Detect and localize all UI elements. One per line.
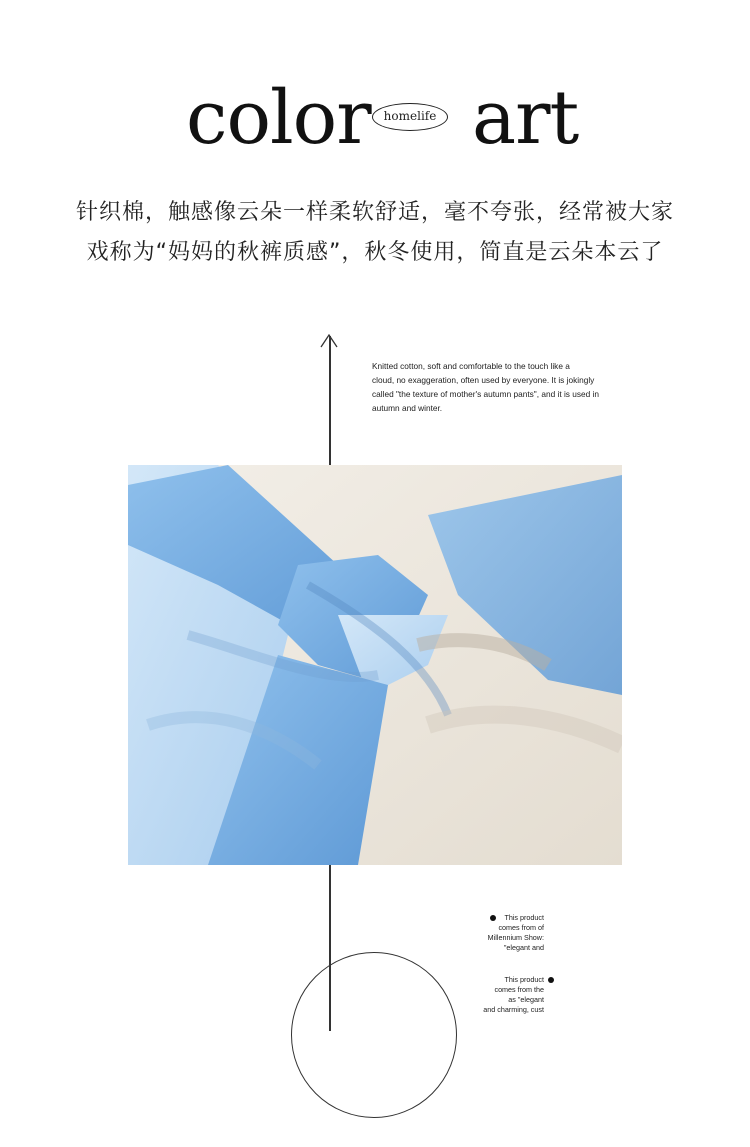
fabric-photo xyxy=(128,465,622,865)
fabric-image xyxy=(128,465,622,865)
product-note-2-line-2: comes from the xyxy=(494,985,544,994)
title-word-color: color xyxy=(186,75,371,161)
product-note-2-line-1: This product xyxy=(504,975,544,984)
product-note-1-line-3: Millennium Show: xyxy=(487,933,544,942)
connector-line-top xyxy=(329,336,331,465)
product-note-1-line-4: "elegant and xyxy=(503,943,544,952)
product-note-2-line-4: and charming, cust xyxy=(483,1005,544,1014)
description-en-line-3: called "the texture of mother's autumn pants", and it is used in xyxy=(372,389,600,399)
description-en-line-4: autumn and winter. xyxy=(372,403,443,413)
title-row xyxy=(0,75,750,161)
description-en-line-2: cloud, no exaggeration, often used by everyone. It is jokingly xyxy=(372,375,595,385)
description-cn-line-1: 针织棉，触感像云朵一样柔软舒适，毫不夸张，经常被大家 xyxy=(75,200,674,225)
title-word-art: art xyxy=(472,75,579,161)
bullet-dot-icon xyxy=(548,977,554,983)
product-note-1 xyxy=(460,913,544,953)
homelife-pill: homelife xyxy=(372,103,448,131)
description-en xyxy=(372,359,647,415)
product-note-1-line-1: This product xyxy=(504,913,544,922)
description-en-line-1: Knitted cotton, soft and comfortable to the touch like a xyxy=(372,361,570,371)
product-note-2 xyxy=(460,975,544,1015)
product-note-1-line-2: comes from of xyxy=(498,923,544,932)
description-cn-line-2: 戏称为“妈妈的秋裤质感”，秋冬使用，简直是云朵本云了 xyxy=(86,240,664,265)
decorative-circle xyxy=(291,952,457,1118)
product-note-2-line-3: as "elegant xyxy=(508,995,544,1004)
